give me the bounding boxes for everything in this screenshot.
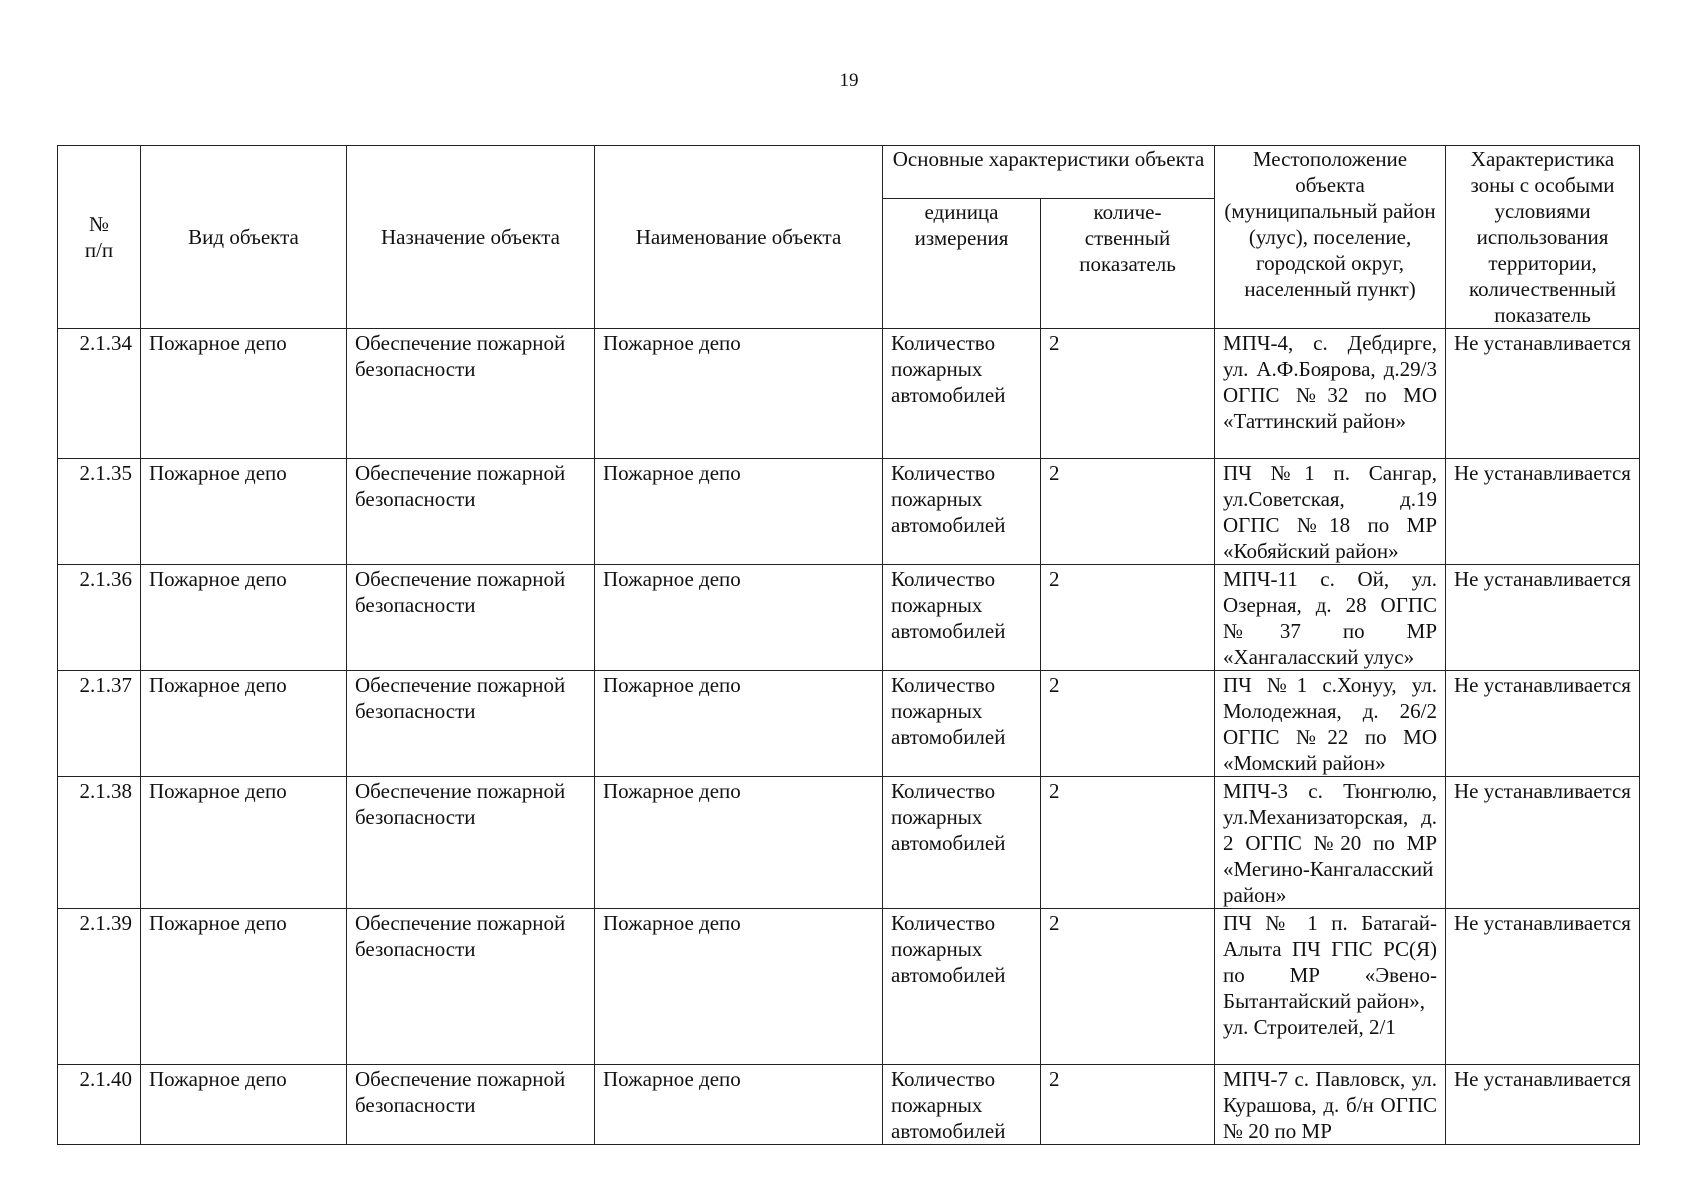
row-unit: Количество пожарных автомобилей — [883, 459, 1041, 565]
header-zone: Характеристика зоны с особыми условиями использования территории, количественный показатель — [1446, 146, 1640, 329]
row-location: МПЧ-11 с. Ой, ул. Озерная, д. 28 ОГПС №37 по МР «Хангаласский улус» — [1215, 565, 1446, 671]
row-object-purpose: Обеспечение пожарной безопасности — [347, 565, 595, 671]
row-object-name: Пожарное депо — [595, 459, 883, 565]
row-object-type: Пожарное депо — [141, 329, 347, 459]
row-num: 2.1.40 — [58, 1065, 141, 1145]
table-row — [58, 671, 1640, 777]
row-object-name: Пожарное депо — [595, 565, 883, 671]
row-quantity: 2 — [1041, 671, 1215, 777]
header-object-type: Вид объекта — [141, 146, 347, 329]
row-quantity: 2 — [1041, 777, 1215, 909]
row-object-purpose: Обеспечение пожарной безопасности — [347, 1065, 595, 1145]
row-num: 2.1.37 — [58, 671, 141, 777]
row-object-name: Пожарное депо — [595, 909, 883, 1065]
row-zone: Не устанавливается — [1446, 565, 1640, 671]
row-object-type: Пожарное депо — [141, 565, 347, 671]
row-location: МПЧ-3 с. Тюнгюлю, ул.Механизаторская, д. 2 ОГПС №20 по МР «Мегино-Кангаласский район» — [1215, 777, 1446, 909]
row-zone: Не устанавливается — [1446, 459, 1640, 565]
row-location: ПЧ № 1 п. Батагай-Алыта ПЧ ГПС РС(Я) по МР «Эвено-Бытантайский район», ул. Строителей, 2/1 — [1215, 909, 1446, 1065]
row-unit: Количество пожарных автомобилей — [883, 909, 1041, 1065]
header-num: № п/п — [58, 146, 141, 329]
header-object-purpose: Назначение объекта — [347, 146, 595, 329]
objects-table — [57, 145, 1640, 1145]
row-location: МПЧ-7 с. Павловск, ул. Курашова, д. б/н ОГПС № 20 по МР — [1215, 1065, 1446, 1145]
row-object-type: Пожарное депо — [141, 777, 347, 909]
row-unit: Количество пожарных автомобилей — [883, 671, 1041, 777]
row-unit: Количество пожарных автомобилей — [883, 1065, 1041, 1145]
row-object-type: Пожарное депо — [141, 671, 347, 777]
table-row — [58, 565, 1640, 671]
row-quantity: 2 — [1041, 909, 1215, 1065]
table-row — [58, 329, 1640, 459]
row-quantity: 2 — [1041, 1065, 1215, 1145]
row-unit: Количество пожарных автомобилей — [883, 565, 1041, 671]
row-unit: Количество пожарных автомобилей — [883, 329, 1041, 459]
header-unit: единица измерения — [883, 199, 1041, 329]
row-object-type: Пожарное депо — [141, 459, 347, 565]
row-zone: Не устанавливается — [1446, 909, 1640, 1065]
page-number: 19 — [839, 70, 859, 91]
table-body — [58, 329, 1640, 1145]
row-num: 2.1.38 — [58, 777, 141, 909]
row-num: 2.1.34 — [58, 329, 141, 459]
row-object-purpose: Обеспечение пожарной безопасности — [347, 777, 595, 909]
header-object-name: Наименование объекта — [595, 146, 883, 329]
table-row — [58, 459, 1640, 565]
row-location: ПЧ №1 п. Сангар, ул.Советская, д.19 ОГПС №18 по МР «Кобяйский район» — [1215, 459, 1446, 565]
row-object-name: Пожарное депо — [595, 777, 883, 909]
row-quantity: 2 — [1041, 459, 1215, 565]
row-location: МПЧ-4, с. Дебдирге, ул. А.Ф.Боярова, д.29/3 ОГПС №32 по МО «Таттинский район» — [1215, 329, 1446, 459]
row-object-name: Пожарное депо — [595, 329, 883, 459]
row-num: 2.1.36 — [58, 565, 141, 671]
row-num: 2.1.39 — [58, 909, 141, 1065]
row-object-purpose: Обеспечение пожарной безопасности — [347, 459, 595, 565]
row-object-purpose: Обеспечение пожарной безопасности — [347, 909, 595, 1065]
row-object-name: Пожарное депо — [595, 1065, 883, 1145]
row-object-type: Пожарное депо — [141, 909, 347, 1065]
table-row — [58, 909, 1640, 1065]
row-zone: Не устанавливается — [1446, 1065, 1640, 1145]
table-row — [58, 777, 1640, 909]
row-zone: Не устанавливается — [1446, 329, 1640, 459]
row-object-purpose: Обеспечение пожарной безопасности — [347, 671, 595, 777]
row-location: ПЧ №1 с.Хонуу, ул. Молодежная, д. 26/2 ОГПС №22 по МО «Момский район» — [1215, 671, 1446, 777]
row-object-purpose: Обеспечение пожарной безопасности — [347, 329, 595, 459]
header-quantity: количе- ственный показатель — [1041, 199, 1215, 329]
row-unit: Количество пожарных автомобилей — [883, 777, 1041, 909]
row-object-name: Пожарное депо — [595, 671, 883, 777]
row-quantity: 2 — [1041, 565, 1215, 671]
row-quantity: 2 — [1041, 329, 1215, 459]
row-zone: Не устанавливается — [1446, 671, 1640, 777]
row-object-type: Пожарное депо — [141, 1065, 347, 1145]
header-location: Местоположение объекта (муниципальный район (улус), поселение, городской округ, населенный пункт) — [1215, 146, 1446, 329]
header-main-characteristics: Основные характеристики объекта — [883, 146, 1215, 199]
table-row — [58, 1065, 1640, 1145]
table-header — [58, 146, 1640, 329]
row-num: 2.1.35 — [58, 459, 141, 565]
row-zone: Не устанавливается — [1446, 777, 1640, 909]
